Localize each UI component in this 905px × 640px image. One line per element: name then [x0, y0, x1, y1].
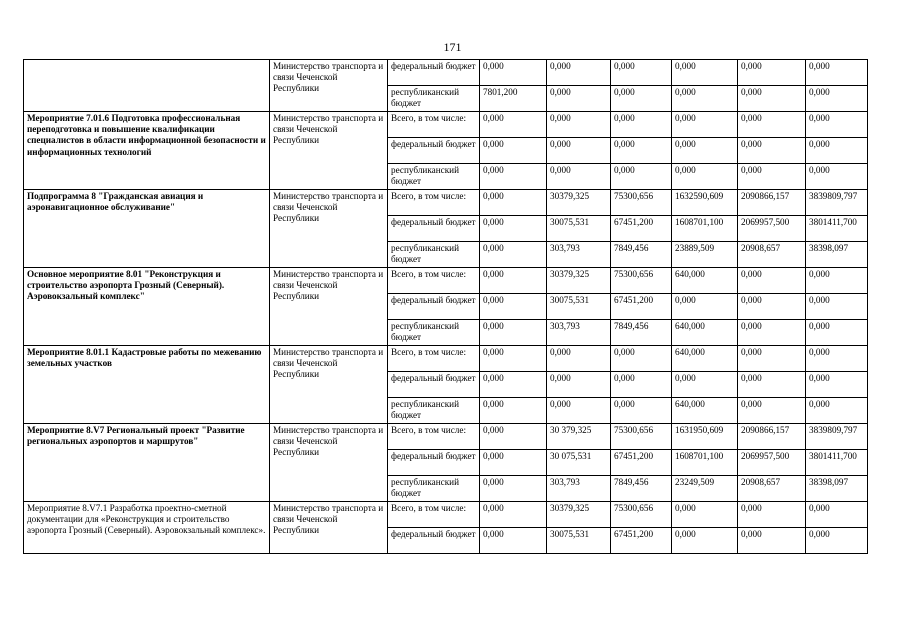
amount-cell: 67451,200	[611, 216, 672, 242]
amount-cell: 0,000	[672, 372, 738, 398]
funding-source-cell: федеральный бюджет	[388, 216, 480, 242]
amount-cell: 0,000	[480, 528, 547, 554]
amount-cell: 0,000	[738, 164, 806, 190]
amount-cell: 640,000	[672, 398, 738, 424]
funding-source-cell: республиканский бюджет	[388, 86, 480, 112]
amount-cell: 303,793	[547, 320, 611, 346]
amount-cell: 0,000	[480, 476, 547, 502]
amount-cell: 30379,325	[547, 268, 611, 294]
amount-cell: 0,000	[547, 398, 611, 424]
executor-cell: Министерство транспорта и связи Чеченской Республики	[270, 346, 388, 424]
amount-cell: 7849,456	[611, 242, 672, 268]
amount-cell: 0,000	[547, 86, 611, 112]
amount-cell: 3801411,700	[806, 450, 868, 476]
amount-cell: 0,000	[480, 320, 547, 346]
amount-cell: 0,000	[738, 138, 806, 164]
funding-source-cell: Всего, в том числе:	[388, 268, 480, 294]
amount-cell: 7849,456	[611, 320, 672, 346]
amount-cell: 2069957,500	[738, 450, 806, 476]
amount-cell: 0,000	[672, 138, 738, 164]
amount-cell: 0,000	[672, 294, 738, 320]
amount-cell: 0,000	[672, 60, 738, 86]
amount-cell: 0,000	[672, 164, 738, 190]
amount-cell: 0,000	[480, 294, 547, 320]
amount-cell: 23889,509	[672, 242, 738, 268]
amount-cell: 1631950,609	[672, 424, 738, 450]
amount-cell: 0,000	[738, 398, 806, 424]
amount-cell: 0,000	[738, 268, 806, 294]
amount-cell: 0,000	[611, 60, 672, 86]
funding-source-cell: федеральный бюджет	[388, 372, 480, 398]
amount-cell: 0,000	[611, 346, 672, 372]
amount-cell: 0,000	[480, 346, 547, 372]
amount-cell: 0,000	[806, 502, 868, 528]
amount-cell: 20908,657	[738, 476, 806, 502]
amount-cell: 67451,200	[611, 294, 672, 320]
funding-source-cell: республиканский бюджет	[388, 320, 480, 346]
amount-cell: 30379,325	[547, 190, 611, 216]
amount-cell: 0,000	[806, 398, 868, 424]
amount-cell: 0,000	[611, 112, 672, 138]
amount-cell: 0,000	[806, 60, 868, 86]
measure-name-cell: Подпрограмма 8 "Гражданская авиация и аэронавигационное обслуживание"	[24, 190, 270, 268]
amount-cell: 0,000	[738, 346, 806, 372]
funding-source-cell: Всего, в том числе:	[388, 112, 480, 138]
budget-table	[23, 59, 868, 554]
amount-cell: 640,000	[672, 320, 738, 346]
measure-name-cell: Основное мероприятие 8.01 "Реконструкция и строительство аэропорта Грозный (Северный). Аэровокзальный комплекс"	[24, 268, 270, 346]
amount-cell: 0,000	[738, 112, 806, 138]
amount-cell: 1608701,100	[672, 450, 738, 476]
amount-cell: 0,000	[547, 346, 611, 372]
amount-cell: 0,000	[480, 164, 547, 190]
measure-name-cell	[24, 60, 270, 112]
executor-cell: Министерство транспорта и связи Чеченской Республики	[270, 502, 388, 554]
amount-cell: 0,000	[480, 372, 547, 398]
table-row	[24, 112, 868, 138]
amount-cell: 3839809,797	[806, 190, 868, 216]
measure-name-cell: Мероприятие 8.V7.1 Разработка проектно-сметной документации для «Реконструкция и строительство аэропорта Грозный (Северный). Аэровокзальный комплекс».	[24, 502, 270, 554]
amount-cell: 0,000	[806, 346, 868, 372]
funding-source-cell: федеральный бюджет	[388, 60, 480, 86]
amount-cell: 0,000	[611, 164, 672, 190]
funding-source-cell: республиканский бюджет	[388, 164, 480, 190]
amount-cell: 0,000	[672, 112, 738, 138]
amount-cell: 0,000	[672, 528, 738, 554]
amount-cell: 0,000	[480, 190, 547, 216]
amount-cell: 0,000	[672, 86, 738, 112]
amount-cell: 0,000	[738, 86, 806, 112]
amount-cell: 0,000	[480, 60, 547, 86]
funding-source-cell: федеральный бюджет	[388, 294, 480, 320]
amount-cell: 0,000	[806, 528, 868, 554]
amount-cell: 0,000	[806, 320, 868, 346]
amount-cell: 0,000	[480, 242, 547, 268]
amount-cell: 30 379,325	[547, 424, 611, 450]
amount-cell: 0,000	[611, 138, 672, 164]
amount-cell: 303,793	[547, 476, 611, 502]
amount-cell: 0,000	[480, 450, 547, 476]
executor-cell: Министерство транспорта и связи Чеченской Республики	[270, 112, 388, 190]
table-body	[24, 60, 868, 554]
table-row	[24, 346, 868, 372]
amount-cell: 0,000	[738, 320, 806, 346]
amount-cell: 0,000	[547, 138, 611, 164]
executor-cell: Министерство транспорта и связи Чеченской Республики	[270, 424, 388, 502]
amount-cell: 0,000	[738, 502, 806, 528]
table-row	[24, 268, 868, 294]
amount-cell: 2069957,500	[738, 216, 806, 242]
amount-cell: 20908,657	[738, 242, 806, 268]
amount-cell: 0,000	[738, 294, 806, 320]
executor-cell: Министерство транспорта и связи Чеченской Республики	[270, 190, 388, 268]
amount-cell: 7849,456	[611, 476, 672, 502]
amount-cell: 0,000	[738, 528, 806, 554]
table-row	[24, 60, 868, 86]
amount-cell: 0,000	[806, 112, 868, 138]
amount-cell: 0,000	[806, 138, 868, 164]
amount-cell: 1632590,609	[672, 190, 738, 216]
amount-cell: 2090866,157	[738, 190, 806, 216]
funding-source-cell: Всего, в том числе:	[388, 346, 480, 372]
table-row	[24, 424, 868, 450]
amount-cell: 0,000	[480, 216, 547, 242]
funding-source-cell: федеральный бюджет	[388, 450, 480, 476]
amount-cell: 0,000	[547, 112, 611, 138]
amount-cell: 0,000	[547, 60, 611, 86]
amount-cell: 640,000	[672, 268, 738, 294]
amount-cell: 0,000	[806, 164, 868, 190]
amount-cell: 0,000	[480, 112, 547, 138]
amount-cell: 7801,200	[480, 86, 547, 112]
amount-cell: 67451,200	[611, 528, 672, 554]
amount-cell: 0,000	[547, 164, 611, 190]
amount-cell: 75300,656	[611, 190, 672, 216]
amount-cell: 0,000	[738, 60, 806, 86]
amount-cell: 3801411,700	[806, 216, 868, 242]
amount-cell: 30075,531	[547, 528, 611, 554]
amount-cell: 30379,325	[547, 502, 611, 528]
amount-cell: 0,000	[738, 372, 806, 398]
amount-cell: 2090866,157	[738, 424, 806, 450]
amount-cell: 0,000	[480, 138, 547, 164]
executor-cell: Министерство транспорта и связи Чеченской Республики	[270, 60, 388, 112]
measure-name-cell: Мероприятие 8.V7 Региональный проект "Развитие региональных аэропортов и маршрутов"	[24, 424, 270, 502]
amount-cell: 0,000	[806, 372, 868, 398]
funding-source-cell: федеральный бюджет	[388, 528, 480, 554]
funding-source-cell: Всего, в том числе:	[388, 424, 480, 450]
table-row	[24, 190, 868, 216]
amount-cell: 0,000	[547, 372, 611, 398]
amount-cell: 0,000	[806, 86, 868, 112]
amount-cell: 30075,531	[547, 216, 611, 242]
amount-cell: 30075,531	[547, 294, 611, 320]
amount-cell: 30 075,531	[547, 450, 611, 476]
amount-cell: 23249,509	[672, 476, 738, 502]
measure-name-cell: Мероприятие 8.01.1 Кадастровые работы по межеванию земельных участков	[24, 346, 270, 424]
amount-cell: 0,000	[611, 372, 672, 398]
amount-cell: 0,000	[480, 398, 547, 424]
amount-cell: 1608701,100	[672, 216, 738, 242]
amount-cell: 640,000	[672, 346, 738, 372]
funding-source-cell: федеральный бюджет	[388, 138, 480, 164]
page-number: 171	[443, 40, 462, 54]
amount-cell: 0,000	[611, 86, 672, 112]
amount-cell: 38398,097	[806, 476, 868, 502]
amount-cell: 0,000	[672, 502, 738, 528]
amount-cell: 0,000	[806, 268, 868, 294]
amount-cell: 0,000	[611, 398, 672, 424]
funding-source-cell: республиканский бюджет	[388, 398, 480, 424]
amount-cell: 303,793	[547, 242, 611, 268]
amount-cell: 0,000	[480, 268, 547, 294]
funding-source-cell: Всего, в том числе:	[388, 502, 480, 528]
amount-cell: 38398,097	[806, 242, 868, 268]
amount-cell: 75300,656	[611, 502, 672, 528]
funding-source-cell: Всего, в том числе:	[388, 190, 480, 216]
funding-source-cell: республиканский бюджет	[388, 476, 480, 502]
amount-cell: 0,000	[480, 502, 547, 528]
amount-cell: 0,000	[806, 294, 868, 320]
amount-cell: 3839809,797	[806, 424, 868, 450]
amount-cell: 67451,200	[611, 450, 672, 476]
measure-name-cell: Мероприятие 7.01.6 Подготовка профессиональная переподготовка и повышение квалификации специалистов в области информационной безопасности и информационных технологий	[24, 112, 270, 190]
executor-cell: Министерство транспорта и связи Чеченской Республики	[270, 268, 388, 346]
amount-cell: 75300,656	[611, 424, 672, 450]
amount-cell: 0,000	[480, 424, 547, 450]
amount-cell: 75300,656	[611, 268, 672, 294]
funding-source-cell: республиканский бюджет	[388, 242, 480, 268]
table-row	[24, 502, 868, 528]
